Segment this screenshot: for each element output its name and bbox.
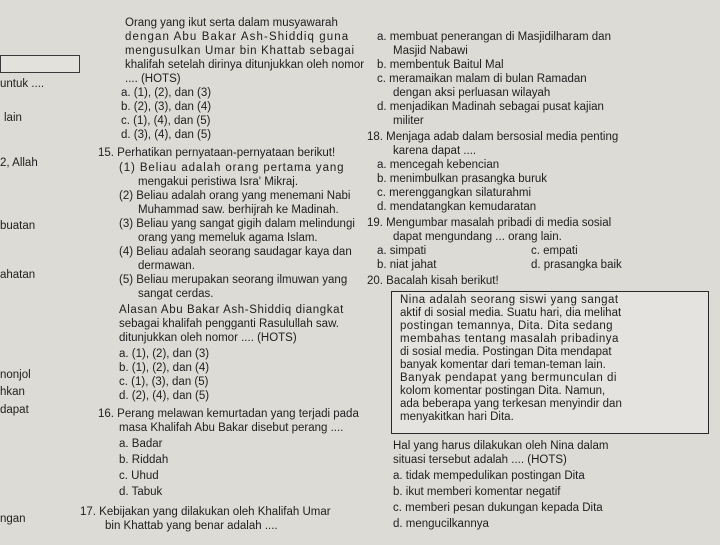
q15-option: b. (1), (2), dan (4) xyxy=(119,362,210,374)
story-line: Banyak pendapat yang bermunculan di xyxy=(400,372,617,384)
q15-option: a. (1), (2), dan (3) xyxy=(119,348,210,360)
q19-option: b. niat jahat xyxy=(377,259,437,271)
q19-stem: dapat mengundang ... orang lain. xyxy=(393,231,562,243)
q14-stem-line: Orang yang ikut serta dalam musyawarah xyxy=(125,17,338,29)
q14-option: c. (1), (4), dan (5) xyxy=(121,115,211,127)
story-line: membahas tentang masalah pribadinya xyxy=(400,333,619,345)
story-line: banyak komentar dari teman-teman lain. xyxy=(400,359,606,371)
margin-fragment: buatan xyxy=(0,220,36,232)
margin-fragment: nonjol xyxy=(0,369,31,381)
q14-option: b. (2), (3), dan (4) xyxy=(121,101,212,113)
margin-fragment: ahatan xyxy=(0,269,36,281)
q17-option: a. membuat penerangan di Masjidilharam dan xyxy=(377,31,611,43)
answer-blank-box xyxy=(0,55,80,73)
q17-option: Masjid Nabawi xyxy=(393,45,468,57)
margin-fragment: lain xyxy=(4,112,22,124)
q16-option: a. Badar xyxy=(119,438,163,450)
story-line: kolom komentar postingan Dita. Namun, xyxy=(400,385,606,397)
q20-stem: 20. Bacalah kisah berikut! xyxy=(367,275,499,287)
q15-option: d. (2), (4), dan (5) xyxy=(119,390,210,402)
q14-option: a. (1), (2), dan (3) xyxy=(121,87,212,99)
q15-stem: 15. Perhatikan pernyataan-pernyataan berikut! xyxy=(98,147,336,159)
story-box xyxy=(391,291,709,434)
q18-option: d. mendatangkan kemudaratan xyxy=(377,201,537,213)
q15-item: mengakui peristiwa Isra' Mikraj. xyxy=(138,176,299,188)
margin-fragment: ngan xyxy=(0,513,26,525)
q14-stem-line: mengusulkan Umar bin Khattab sebagai xyxy=(125,45,355,57)
story-line: menyakitkan hari Dita. xyxy=(400,411,514,423)
story-line: di sosial media. Postingan Dita mendapat xyxy=(400,346,612,358)
story-line: Nina adalah seorang siswi yang sangat xyxy=(400,294,619,306)
q15-item: (5) Beliau merupakan seorang ilmuwan yang xyxy=(119,274,348,286)
q20-option: d. mengucilkannya xyxy=(393,518,489,530)
q15-item: dermawan. xyxy=(138,260,195,272)
q15-item: (3) Beliau yang sangat gigih dalam melindungi xyxy=(119,218,355,230)
q20-option: b. ikut memberi komentar negatif xyxy=(393,486,561,498)
q18-option: c. merenggangkan silaturahmi xyxy=(377,187,532,199)
q15-item: sangat cerdas. xyxy=(138,288,214,300)
margin-fragment: hkan xyxy=(0,386,25,398)
q16-option: d. Tabuk xyxy=(119,486,163,498)
q17-option: dengan aksi perluasan wilayah xyxy=(393,87,551,99)
q19-option: c. empati xyxy=(531,245,578,257)
q16-stem: 16. Perang melawan kemurtadan yang terjadi pada xyxy=(98,408,359,420)
q16-stem: masa Khalifah Abu Bakar disebut perang .... xyxy=(119,422,344,434)
margin-fragment: untuk .... xyxy=(0,78,45,90)
q15-item: (4) Beliau adalah seorang saudagar kaya dan xyxy=(119,246,352,258)
q19-stem: 19. Mengumbar masalah pribadi di media sosial xyxy=(367,217,612,229)
q17-option: d. menjadikan Madinah sebagai pusat kajian xyxy=(377,101,604,113)
q17-option: c. meramaikan malam di bulan Ramadan xyxy=(377,73,587,85)
q15-item: orang yang memeluk agama Islam. xyxy=(138,232,318,244)
q18-option: b. menimbulkan prasangka buruk xyxy=(377,173,548,185)
q16-option: b. Riddah xyxy=(119,454,169,466)
story-line: postingan temannya, Dita. Dita sedang xyxy=(400,320,613,332)
q14-stem-line: khalifah setelah dirinya ditunjukkan oleh nomor xyxy=(125,59,365,71)
q17-stem: 17. Kebijakan yang dilakukan oleh Khalifah Umar xyxy=(80,506,331,518)
story-line: aktif di sosial media. Suatu hari, dia melihat xyxy=(400,307,622,319)
q14-stem-line: dengan Abu Bakar Ash-Shiddiq guna xyxy=(125,31,350,43)
q18-option: a. mencegah kebencian xyxy=(377,159,500,171)
q20-option: c. memberi pesan dukungan kepada Dita xyxy=(393,502,603,514)
q15-question: Alasan Abu Bakar Ash-Shiddiq diangkat xyxy=(119,304,344,316)
q15-item: Muhammad saw. berhijrah ke Madinah. xyxy=(138,204,339,216)
q17-option: b. membentuk Baitul Mal xyxy=(377,59,504,71)
q19-option: a. simpati xyxy=(377,245,427,257)
q20-option: a. tidak mempedulikan postingan Dita xyxy=(393,470,585,482)
q17-stem: bin Khattab yang benar adalah .... xyxy=(105,520,278,532)
q20-question: situasi tersebut adalah .... (HOTS) xyxy=(393,454,567,466)
story-line: ada beberapa yang terkesan menyindir dan xyxy=(400,398,622,410)
q15-option: c. (1), (3), dan (5) xyxy=(119,376,209,388)
q15-item: (1) Beliau adalah orang pertama yang xyxy=(119,162,345,174)
q17-option: militer xyxy=(393,115,424,127)
q15-question: ditunjukkan oleh nomor .... (HOTS) xyxy=(119,332,297,344)
q15-question: sebagai khalifah pengganti Rasulullah saw. xyxy=(119,318,339,330)
q19-option: d. prasangka baik xyxy=(531,259,622,271)
q14-option: d. (3), (4), dan (5) xyxy=(121,129,212,141)
q16-option: c. Uhud xyxy=(119,470,159,482)
q18-stem: 18. Menjaga adab dalam bersosial media penting xyxy=(367,131,619,143)
q18-stem: karena dapat .... xyxy=(393,145,477,157)
margin-fragment: 2, Allah xyxy=(0,157,38,169)
q14-stem-line: .... (HOTS) xyxy=(125,73,181,85)
q20-question: Hal yang harus dilakukan oleh Nina dalam xyxy=(393,440,609,452)
margin-fragment: dapat xyxy=(0,404,29,416)
q15-item: (2) Beliau adalah orang yang menemani Nabi xyxy=(119,190,351,202)
